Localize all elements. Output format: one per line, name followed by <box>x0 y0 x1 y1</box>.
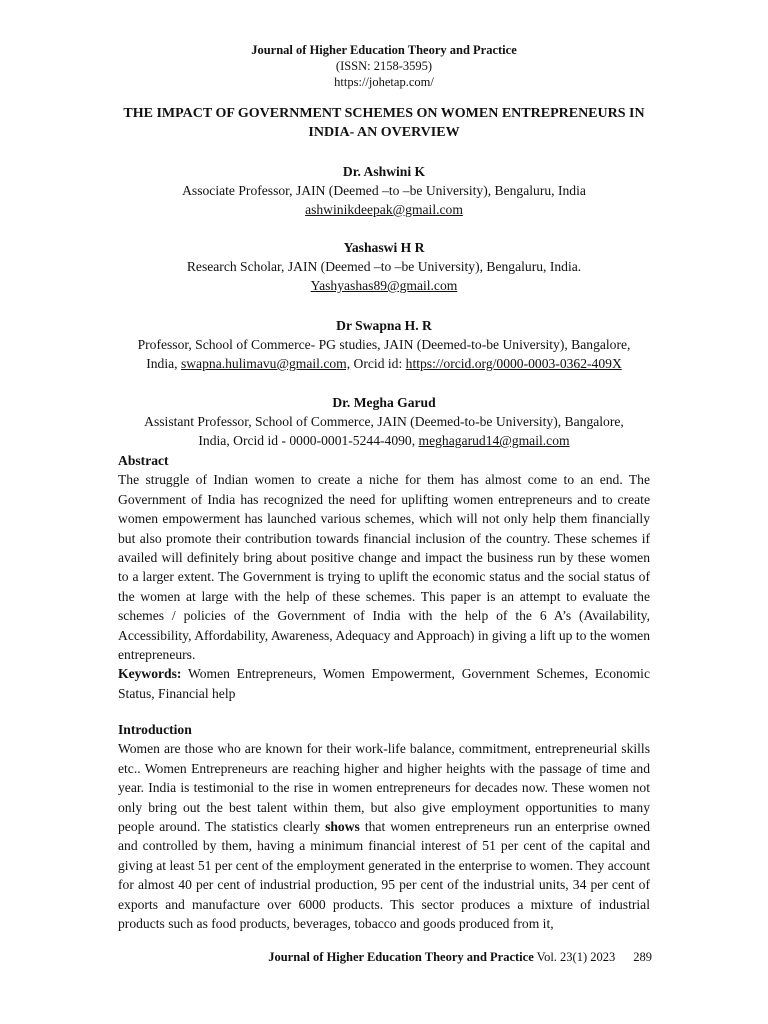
introduction-text-bold: shows <box>325 819 360 835</box>
abstract-section <box>118 451 650 703</box>
author-email[interactable]: swapna.hulimavu@gmail.com, <box>180 356 351 371</box>
page-footer <box>0 949 652 965</box>
introduction-text-part: that women entrepreneurs run an enterprise owned and controlled by them, having a minimum financial interest of 51 per cent of the capital and giving at least 51 per cent of the employment generated in the enterprise to women. They account for almost 40 per cent of industrial production, 95 per cent of the industrial units, 34 per cent of exports and manufacture over 6000 products. This sector produces a mixture of industrial products such as food products, beverages, tobacco and goods produced from it, <box>118 819 650 932</box>
orcid-label: Orcid id: <box>350 356 406 371</box>
abstract-text: The struggle of Indian women to create a niche for them has almost come to an end. The Government of India has recognized the need for uplifting women entrepreneurs and to create women empowerment has launched various schemes, which will not only help them financially but also promote their contribution towards financial inclusion of the country. These schemes if availed will definitely bring about positive change and impact the business run by these women to a larger extent. The Government is trying to uplift the economic status and the social status of the women at large with the help of these schemes. This paper is an attempt to evaluate the schemes / policies of the Government of India with the help of the 6 A’s (Availability, Accessibility, Affordability, Awareness, Adequacy and Approach) in giving a lift up to the women entrepreneurs. <box>118 472 650 663</box>
paper-title-line1: THE IMPACT OF GOVERNMENT SCHEMES ON WOMEN ENTREPRENEURS IN <box>123 106 645 121</box>
orcid-link[interactable]: https://orcid.org/0000-0003-0362-409X <box>405 356 622 371</box>
author-affiliation: Research Scholar, JAIN (Deemed –to –be University), Bengaluru, India. <box>186 259 582 274</box>
author-name: Dr. Ashwini K <box>342 164 426 179</box>
introduction-text-part: Women are those who are known for their work-life balance, commitment, entrepreneurial skills etc.. Women Entrepreneurs are reaching higher and higher heights with the passage of time and year. India is testimonial to the rise in women entrepreneurs for decades now. These women not only bring out the best talent within them, but also give employment opportunities to many people around. The statistics clearly <box>118 741 650 835</box>
journal-name: Journal of Higher Education Theory and Practice <box>251 43 517 57</box>
page-number: 289 <box>633 950 652 964</box>
introduction-text <box>118 739 650 933</box>
keywords-text: Women Entrepreneurs, Women Empowerment, Government Schemes, Economic Status, Financial help <box>118 666 650 701</box>
author-email[interactable]: ashwinikdeepak@gmail.com <box>305 202 463 217</box>
keywords-paragraph <box>118 664 650 703</box>
introduction-heading: Introduction <box>118 722 192 737</box>
author-name: Yashaswi H R <box>343 240 425 255</box>
author-email[interactable]: meghagarud14@gmail.com <box>418 433 570 448</box>
footer-journal: Journal of Higher Education Theory and Practice <box>268 950 534 964</box>
abstract-heading: Abstract <box>118 453 169 468</box>
author-email[interactable]: Yashyashas89@gmail.com <box>310 278 458 293</box>
author-block-3 <box>90 316 678 373</box>
author-block-2 <box>90 238 678 295</box>
introduction-section <box>118 720 650 933</box>
author-affiliation-cont: India, <box>146 356 181 371</box>
author-block-4 <box>90 393 678 450</box>
footer-volume: Vol. 23(1) 2023 <box>533 950 616 964</box>
journal-issn: (ISSN: 2158-3595) <box>335 59 433 73</box>
paper-title <box>100 104 668 142</box>
keywords-label: Keywords: <box>118 666 182 682</box>
author-affiliation-cont: India, Orcid id - 0000-0001-5244-4090, <box>198 433 419 448</box>
author-affiliation: Associate Professor, JAIN (Deemed –to –be University), Bengaluru, India <box>182 183 586 198</box>
author-affiliation: Professor, School of Commerce- PG studies, JAIN (Deemed-to-be University), Bangalore, <box>137 337 631 352</box>
journal-url[interactable]: https://johetap.com/ <box>334 75 434 89</box>
author-affiliation: Assistant Professor, School of Commerce, JAIN (Deemed-to-be University), Bangalore, <box>144 414 624 429</box>
author-name: Dr. Megha Garud <box>332 395 436 410</box>
author-block-1 <box>90 162 678 219</box>
author-name: Dr Swapna H. R <box>336 318 432 333</box>
paper-title-line2: INDIA- AN OVERVIEW <box>308 125 460 140</box>
journal-header <box>0 42 768 90</box>
